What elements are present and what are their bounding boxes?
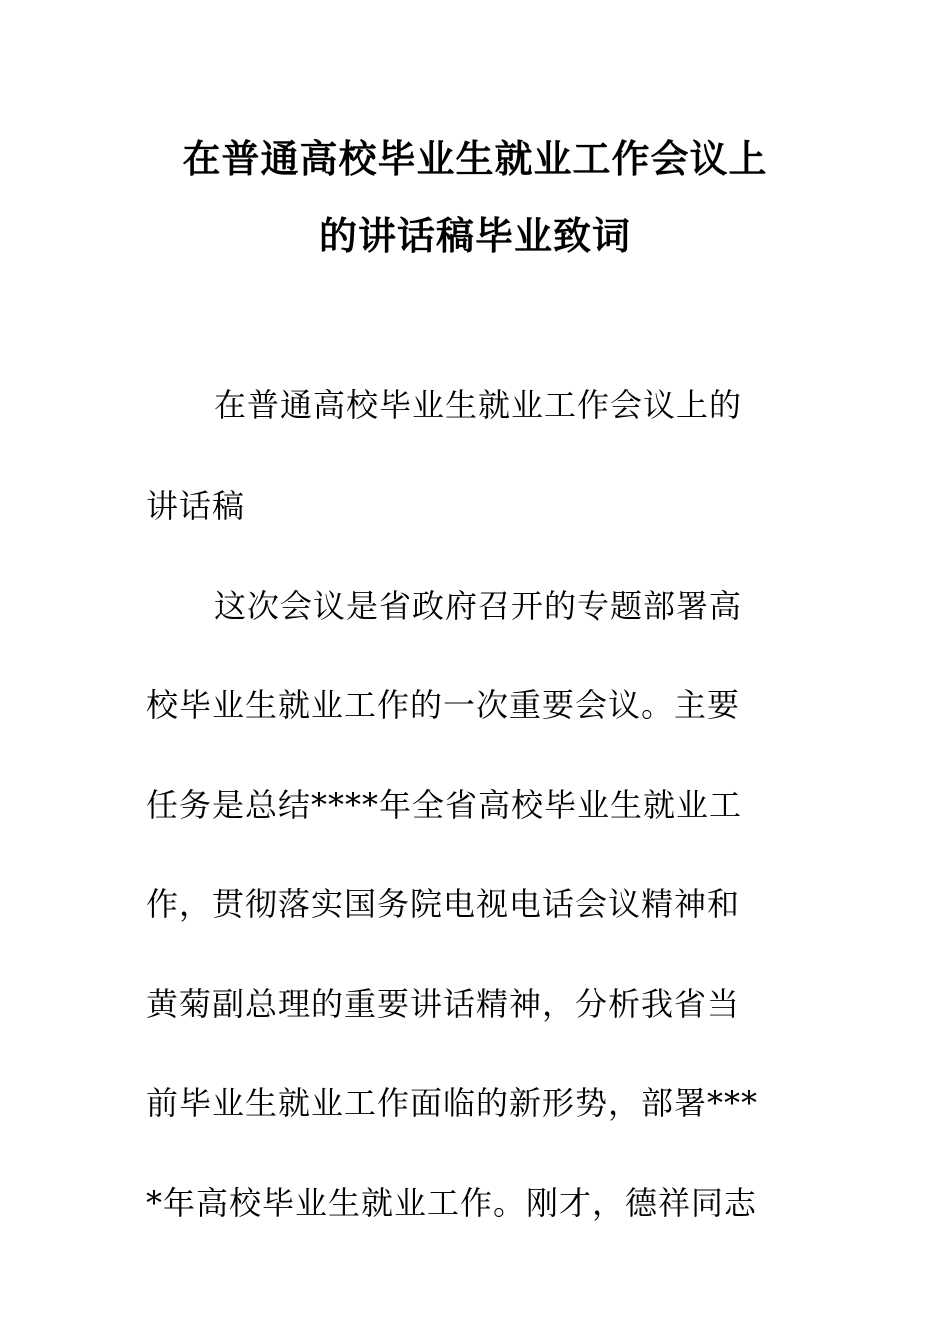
- body-text-line: 讲话稿: [146, 487, 246, 525]
- body-text-line: 这次会议是省政府召开的专题部署高: [214, 587, 743, 625]
- body-text-line: 黄菊副总理的重要讲话精神，分析我省当: [146, 985, 741, 1023]
- body-text-line: 校毕业生就业工作的一次重要会议。主要: [146, 686, 741, 724]
- body-text-line: 前毕业生就业工作面临的新形势，部署***: [146, 1084, 759, 1122]
- body-text-line: 在普通高校毕业生就业工作会议上的: [214, 386, 743, 424]
- body-text-line: 作，贯彻落实国务院电视电话会议精神和: [146, 885, 741, 923]
- document-title-line-2: 的讲话稿毕业致词: [318, 214, 631, 258]
- body-text-line: 任务是总结****年全省高校毕业生就业工: [146, 786, 743, 824]
- body-text-line: *年高校毕业生就业工作。刚才，德祥同志: [146, 1184, 758, 1222]
- document-title-line-1: 在普通高校毕业生就业工作会议上: [182, 137, 768, 181]
